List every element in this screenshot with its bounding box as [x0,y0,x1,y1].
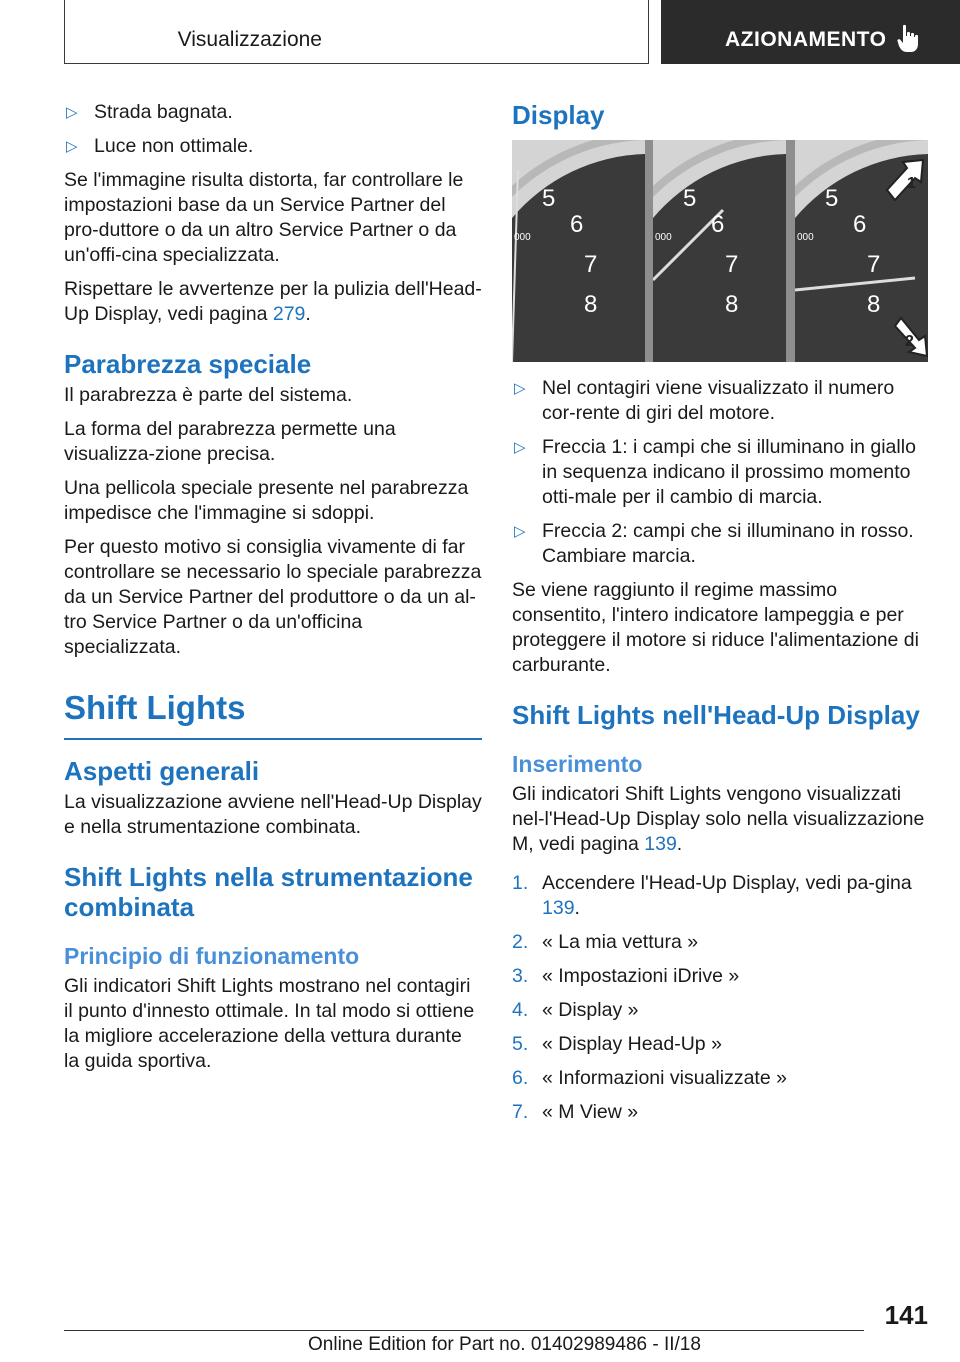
heading-strumentazione: Shift Lights nella strumentazione combinata [64,862,473,922]
heading-parabrezza: Parabrezza speciale [64,349,312,379]
page-link[interactable]: 279 [272,303,306,325]
triangle-bullet-icon: ▷ [66,138,78,155]
heading-shift-lights-hud: Shift Lights nell'Head-Up Display [512,700,920,730]
list-item: ▷ Freccia 1: i campi che si illuminano in giallo in sequenza indicano il prossimo momento otti-male per il cambio di marcia. [514,436,916,508]
paragraph: Il parabrezza è parte del sistema. [64,384,353,406]
heading-principio: Principio di funzionamento [64,943,360,969]
page-link[interactable]: 139 [644,833,677,855]
list-item: 6. « Informazioni visualizzate » [512,1067,787,1089]
tachometer-image [653,140,786,362]
heading-shift-lights: Shift Lights [64,689,246,726]
list-item: 5. « Display Head-Up » [512,1033,722,1055]
page-link[interactable]: 139 [542,897,575,919]
svg-text:1: 1 [906,175,916,192]
steps-list [512,871,930,1125]
paragraph: Se l'immagine risulta distorta, far controllare le impostazioni base da un Service Partner del pro-duttore o da un altro Service Partner o da un'offi-cina specializzata. [64,169,464,266]
list-item: 7. « M View » [512,1101,639,1123]
svg-text:8: 8 [725,291,739,318]
header-section-title: Visualizzazione [177,28,322,51]
left-column [64,100,482,1083]
page-number: 141 [884,1300,928,1330]
paragraph: La forma del parabrezza permette una visualizza-zione precisa. [64,418,396,465]
svg-text:2: 2 [904,333,914,350]
paragraph: Se viene raggiunto il regime massimo consentito, l'intero indicatore lampeggia e per proteggere il motore si riduce l'alimentazione di carburante. [512,579,919,676]
svg-text:000: 000 [514,232,531,243]
list-item: 2. « La mia vettura » [512,931,699,953]
paragraph: Gli indicatori Shift Lights vengono visualizzati nel-l'Head-Up Display solo nella visualizzazione M, vedi pagina 139. [512,783,925,855]
svg-text:000: 000 [655,232,673,243]
header-chapter-title: AZIONAMENTO [725,28,887,51]
paragraph: Una pellicola speciale presente nel parabrezza impedisce che l'immagine si sdoppi. [64,477,469,524]
svg-text:5: 5 [683,185,697,212]
header-chapter-tab [661,0,960,64]
svg-text:7: 7 [584,251,598,278]
triangle-bullet-icon: ▷ [514,523,526,540]
list-item: ▷ Nel contagiri viene visualizzato il numero cor-rente di giri del motore. [514,377,895,424]
triangle-bullet-icon: ▷ [514,380,526,397]
tachometer-image [512,140,645,362]
svg-text:7: 7 [866,251,881,278]
heading-inserimento: Inserimento [512,751,643,777]
svg-text:6: 6 [852,211,867,238]
hand-pointer-icon [897,24,919,54]
svg-text:5: 5 [824,185,839,212]
list-item: 4. « Display » [512,999,639,1021]
svg-text:6: 6 [570,211,584,238]
paragraph: Gli indicatori Shift Lights mostrano nel contagiri il punto d'innesto ottimale. In tal modo si ottiene la migliore accelerazione della vettura durante la guida sportiva. [64,975,475,1072]
svg-text:6: 6 [711,211,725,238]
list-item: ▷ Strada bagnata. [66,101,233,123]
list-item: ▷ Freccia 2: campi che si illuminano in rosso. Cambiare marcia. [514,520,914,567]
triangle-bullet-icon: ▷ [66,104,78,121]
list-item: 3. « Impostazioni iDrive » [512,965,740,987]
right-column [512,100,930,1134]
heading-rule [64,738,482,740]
heading-display: Display [512,100,605,130]
paragraph: Rispettare le avvertenze per la pulizia dell'Head-Up Display, vedi pagina 279. [64,278,482,325]
list-item: 1. Accendere l'Head-Up Display, vedi pa-gina 139. [512,872,912,919]
tachometer-image [795,140,928,362]
svg-text:8: 8 [866,291,881,318]
svg-text:000: 000 [796,232,814,243]
list-item: ▷ Luce non ottimale. [66,135,254,157]
footer-rule [64,1330,864,1331]
paragraph: Per questo motivo si consiglia vivamente di far controllare se necessario lo speciale parabrezza da un Service Partner del produttore o da un al-tro Service Partner o da un'officina specializzata. [64,536,482,658]
svg-text:7: 7 [725,251,739,278]
tachometer-figure [512,140,928,362]
svg-text:5: 5 [542,185,556,212]
footer-edition: Online Edition for Part no. 01402989486 - II/18 [308,1334,701,1355]
triangle-bullet-icon: ▷ [514,439,526,456]
header-section-box [64,0,649,64]
paragraph: La visualizzazione avviene nell'Head-Up Display e nella strumentazione combinata. [64,791,482,838]
svg-text:8: 8 [584,291,598,318]
heading-aspetti: Aspetti generali [64,756,260,786]
